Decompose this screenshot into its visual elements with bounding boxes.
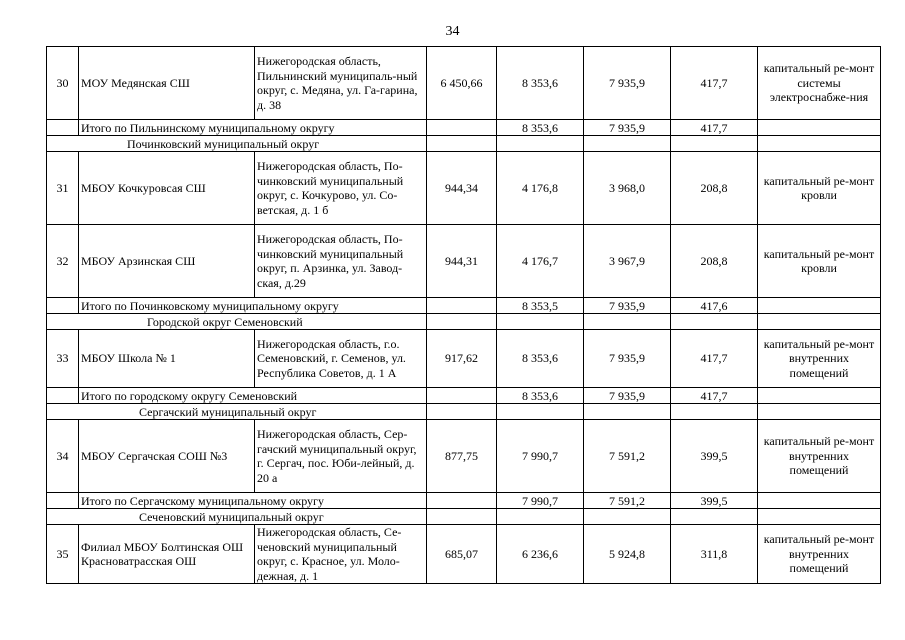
institution-address: Нижегородская область, Се-ченовский муниципальный округ, с. Красное, ул. Моло-дежная, д. 1	[255, 525, 427, 584]
total-cost: 8 353,6	[497, 47, 584, 120]
empty-cell	[497, 314, 584, 330]
area-value: 877,75	[427, 420, 497, 493]
empty-cell	[758, 120, 881, 136]
empty-cell	[758, 493, 881, 509]
regional-budget: 7 935,9	[584, 330, 671, 388]
regional-budget: 7 591,2	[584, 420, 671, 493]
empty-cell	[671, 314, 758, 330]
empty-cell	[584, 314, 671, 330]
empty-cell	[427, 388, 497, 404]
empty-cell	[584, 136, 671, 152]
total-row	[47, 388, 881, 404]
empty-cell	[427, 120, 497, 136]
empty-cell	[758, 298, 881, 314]
institution-name: МБОУ Сергачская СОШ №3	[79, 420, 255, 493]
area-value: 917,62	[427, 330, 497, 388]
work-type: капитальный ре-монт кровли	[758, 225, 881, 298]
section-label: Починковский муниципальный округ	[47, 136, 427, 152]
empty-cell	[497, 404, 584, 420]
total-row	[47, 493, 881, 509]
institution-name: МБОУ Кочкуровсая СШ	[79, 152, 255, 225]
section-row	[47, 314, 881, 330]
page-number: 34	[445, 24, 460, 39]
empty-cell	[47, 298, 79, 314]
section-label: Сеченовский муниципальный округ	[47, 509, 427, 525]
total-cost: 7 990,7	[497, 420, 584, 493]
institution-name: МОУ Медянская СШ	[79, 47, 255, 120]
empty-cell	[47, 493, 79, 509]
section-row	[47, 404, 881, 420]
local-budget: 417,7	[671, 120, 758, 136]
empty-cell	[758, 509, 881, 525]
local-budget: 399,5	[671, 493, 758, 509]
section-row	[47, 509, 881, 525]
table-row	[47, 525, 881, 584]
section-row	[47, 136, 881, 152]
empty-cell	[671, 136, 758, 152]
total-cost: 4 176,7	[497, 225, 584, 298]
empty-cell	[427, 314, 497, 330]
institution-address: Нижегородская область, г.о. Семеновский, г. Семенов, ул. Республика Советов, д. 1 А	[255, 330, 427, 388]
table-body	[47, 47, 881, 584]
section-label: Городской округ Семеновский	[47, 314, 427, 330]
empty-cell	[427, 136, 497, 152]
empty-cell	[584, 404, 671, 420]
empty-cell	[671, 404, 758, 420]
area-value: 685,07	[427, 525, 497, 584]
local-budget: 417,7	[671, 330, 758, 388]
area-value: 944,31	[427, 225, 497, 298]
institution-address: Нижегородская область, Сер-гачский муниципальный округ, г. Сергач, пос. Юби-лейный, д. 20 а	[255, 420, 427, 493]
regional-budget: 7 935,9	[584, 298, 671, 314]
row-number: 33	[47, 330, 79, 388]
total-label: Итого по Пильнинскому муниципальному округу	[79, 120, 427, 136]
work-type: капитальный ре-монт системы электроснабже-ния	[758, 47, 881, 120]
local-budget: 208,8	[671, 152, 758, 225]
regional-budget: 7 935,9	[584, 47, 671, 120]
empty-cell	[427, 298, 497, 314]
section-label: Сергачский муниципальный округ	[47, 404, 427, 420]
total-cost: 7 990,7	[497, 493, 584, 509]
total-cost: 8 353,6	[497, 388, 584, 404]
total-cost: 8 353,5	[497, 298, 584, 314]
total-cost: 8 353,6	[497, 120, 584, 136]
row-number: 31	[47, 152, 79, 225]
table-row	[47, 330, 881, 388]
total-label: Итого по городскому округу Семеновский	[79, 388, 427, 404]
area-value: 6 450,66	[427, 47, 497, 120]
local-budget: 399,5	[671, 420, 758, 493]
institution-name: МБОУ Школа № 1	[79, 330, 255, 388]
empty-cell	[427, 493, 497, 509]
regional-budget: 7 591,2	[584, 493, 671, 509]
institution-address: Нижегородская область, По-чинковский муниципальный округ, п. Арзинка, ул. Завод-ская, д.29	[255, 225, 427, 298]
work-type: капитальный ре-монт кровли	[758, 152, 881, 225]
work-type: капитальный ре-монт внутренних помещений	[758, 525, 881, 584]
empty-cell	[497, 509, 584, 525]
local-budget: 311,8	[671, 525, 758, 584]
work-type: капитальный ре-монт внутренних помещений	[758, 330, 881, 388]
row-number: 34	[47, 420, 79, 493]
regional-budget: 3 967,9	[584, 225, 671, 298]
total-cost: 8 353,6	[497, 330, 584, 388]
area-value: 944,34	[427, 152, 497, 225]
local-budget: 417,7	[671, 47, 758, 120]
work-type: капитальный ре-монт внутренних помещений	[758, 420, 881, 493]
local-budget: 417,7	[671, 388, 758, 404]
institution-address: Нижегородская область, Пильнинский муниципаль-ный округ, с. Медяна, ул. Га-гарина, д. 38	[255, 47, 427, 120]
regional-budget: 5 924,8	[584, 525, 671, 584]
institution-name: Филиал МБОУ Болтинская ОШ Красноватрасская ОШ	[79, 525, 255, 584]
row-number: 30	[47, 47, 79, 120]
table-row	[47, 420, 881, 493]
table-row	[47, 47, 881, 120]
empty-cell	[758, 314, 881, 330]
local-budget: 208,8	[671, 225, 758, 298]
empty-cell	[497, 136, 584, 152]
total-cost: 6 236,6	[497, 525, 584, 584]
table-row	[47, 152, 881, 225]
total-label: Итого по Сергачскому муниципальному округу	[79, 493, 427, 509]
empty-cell	[584, 509, 671, 525]
empty-cell	[47, 388, 79, 404]
regional-budget: 7 935,9	[584, 388, 671, 404]
empty-cell	[671, 509, 758, 525]
empty-cell	[758, 136, 881, 152]
institution-name: МБОУ Арзинская СШ	[79, 225, 255, 298]
empty-cell	[758, 404, 881, 420]
local-budget: 417,6	[671, 298, 758, 314]
row-number: 35	[47, 525, 79, 584]
table-row	[47, 225, 881, 298]
row-number: 32	[47, 225, 79, 298]
total-cost: 4 176,8	[497, 152, 584, 225]
institution-address: Нижегородская область, По-чинковский муниципальный округ, с. Кочкурово, ул. Со-ветская, д. 1 б	[255, 152, 427, 225]
total-row	[47, 298, 881, 314]
empty-cell	[47, 120, 79, 136]
empty-cell	[427, 404, 497, 420]
empty-cell	[758, 388, 881, 404]
total-row	[47, 120, 881, 136]
empty-cell	[427, 509, 497, 525]
schools-table	[46, 46, 881, 584]
regional-budget: 3 968,0	[584, 152, 671, 225]
regional-budget: 7 935,9	[584, 120, 671, 136]
total-label: Итого по Починковскому муниципальному округу	[79, 298, 427, 314]
